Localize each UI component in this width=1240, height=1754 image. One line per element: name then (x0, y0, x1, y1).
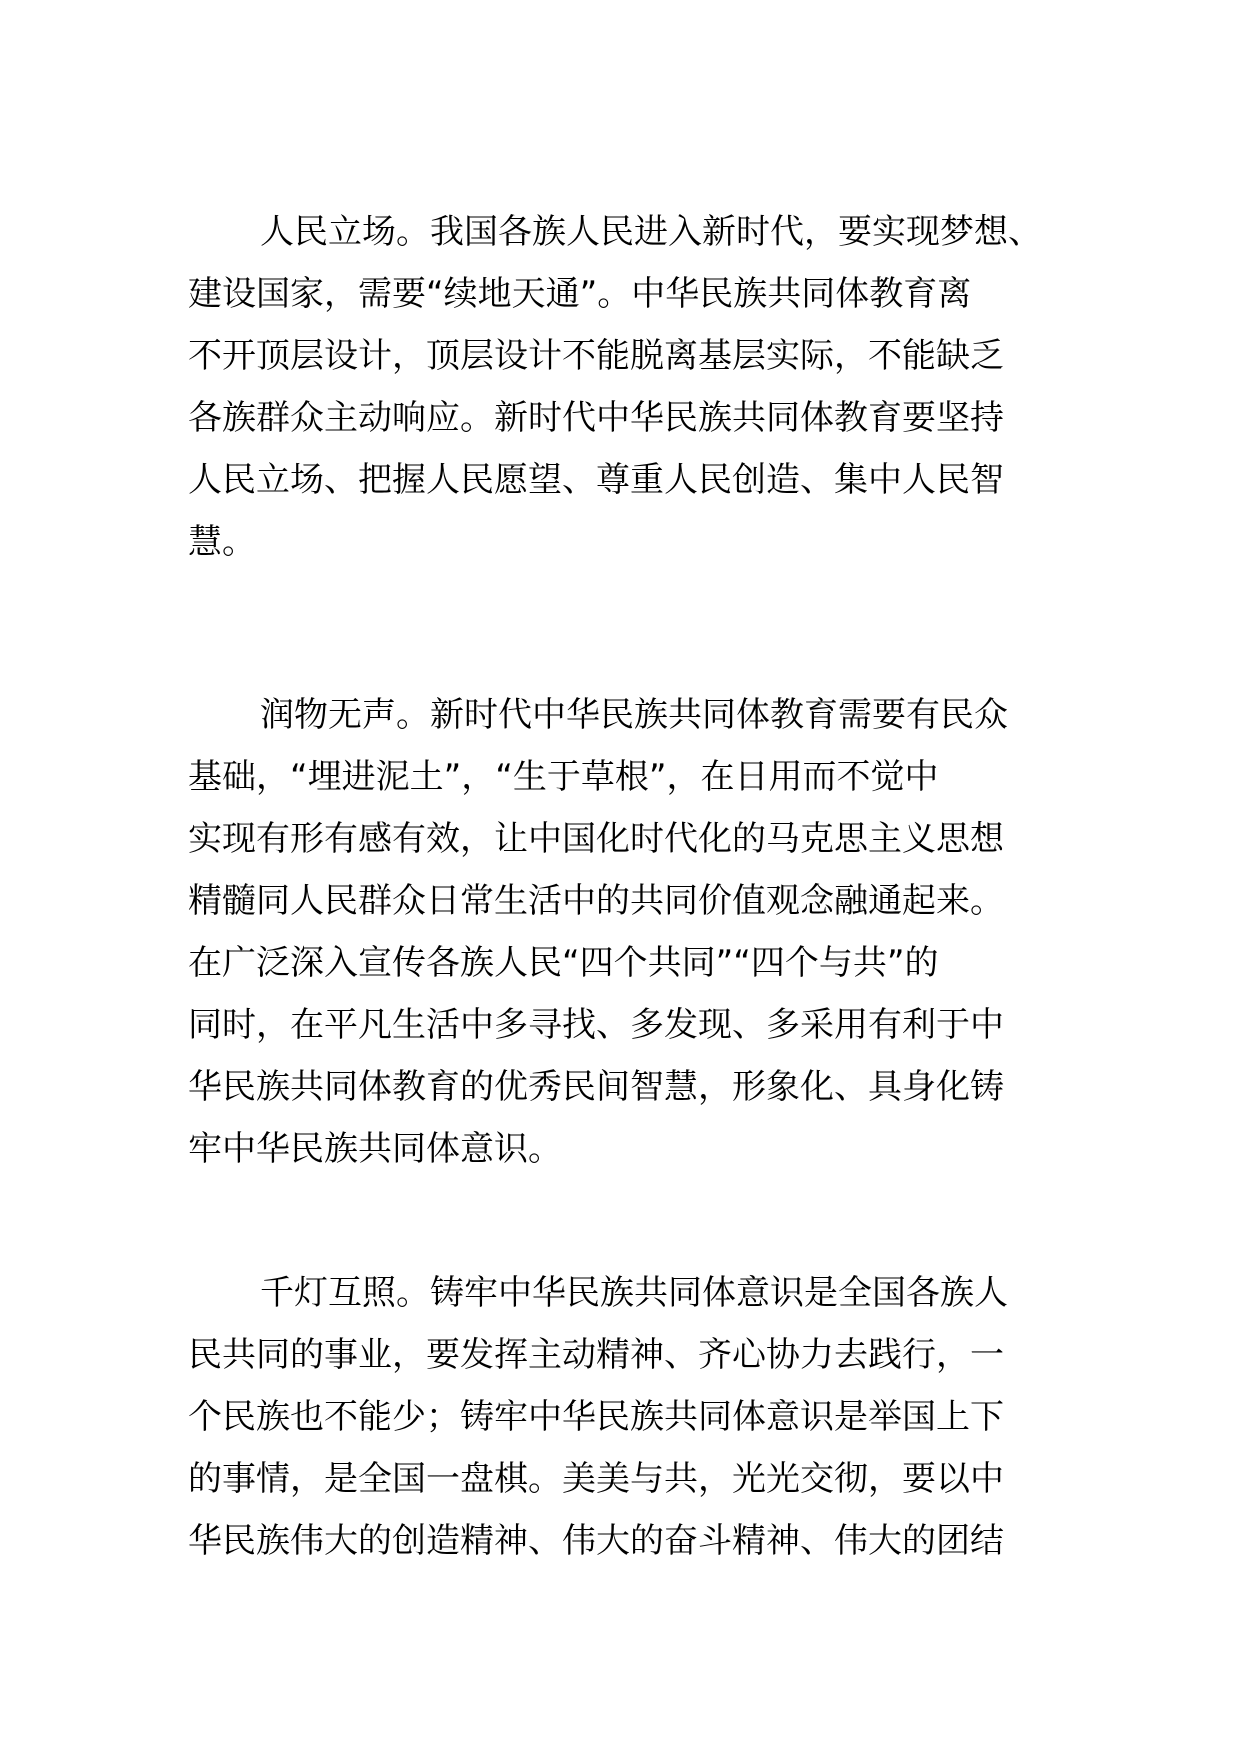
text-line: 实现有形有感有效，让中国化时代化的马克思主义思想 (188, 819, 1004, 859)
text-line: 润物无声。新时代中华民族共同体教育需要有民众 (260, 695, 1008, 735)
text-line: 人民立场。我国各族人民进入新时代，要实现梦想、 (260, 212, 1042, 252)
text-line: 精髓同人民群众日常生活中的共同价值观念融通起来。 (188, 881, 1004, 921)
text-line: 的事情，是全国一盘棋。美美与共，光光交彻，要以中 (188, 1459, 1004, 1499)
text-line: 千灯互照。铸牢中华民族共同体意识是全国各族人 (260, 1273, 1008, 1313)
text-line: 人民立场、把握人民愿望、尊重人民创造、集中人民智 (188, 460, 1004, 500)
paragraph-people-stance (188, 201, 1058, 573)
text-line: 不开顶层设计，顶层设计不能脱离基层实际，不能缺乏 (188, 336, 1004, 376)
text-line: 华民族伟大的创造精神、伟大的奋斗精神、伟大的团结 (188, 1521, 1004, 1561)
text-line: 同时，在平凡生活中多寻找、多发现、多采用有利于中 (188, 1005, 1004, 1045)
text-line: 华民族共同体教育的优秀民间智慧，形象化、具身化铸 (188, 1067, 1004, 1107)
text-line: 民共同的事业，要发挥主动精神、齐心协力去践行，一 (188, 1335, 1004, 1375)
text-line: 建设国家，需要“续地天通”。中华民族共同体教育离 (188, 274, 972, 314)
text-line: 慧。 (188, 522, 256, 562)
text-line: 牢中华民族共同体意识。 (188, 1129, 562, 1169)
text-line: 在广泛深入宣传各族人民“四个共同”“四个与共”的 (188, 943, 939, 983)
text-line: 个民族也不能少；铸牢中华民族共同体意识是举国上下 (188, 1397, 1004, 1437)
paragraph-thousand-lamps (188, 1262, 1058, 1572)
text-line: 各族群众主动响应。新时代中华民族共同体教育要坚持 (188, 398, 1004, 438)
paragraph-silent-nurture (188, 684, 1058, 1180)
text-line: 基础，“埋进泥土”，“生于草根”，在日用而不觉中 (188, 757, 939, 797)
